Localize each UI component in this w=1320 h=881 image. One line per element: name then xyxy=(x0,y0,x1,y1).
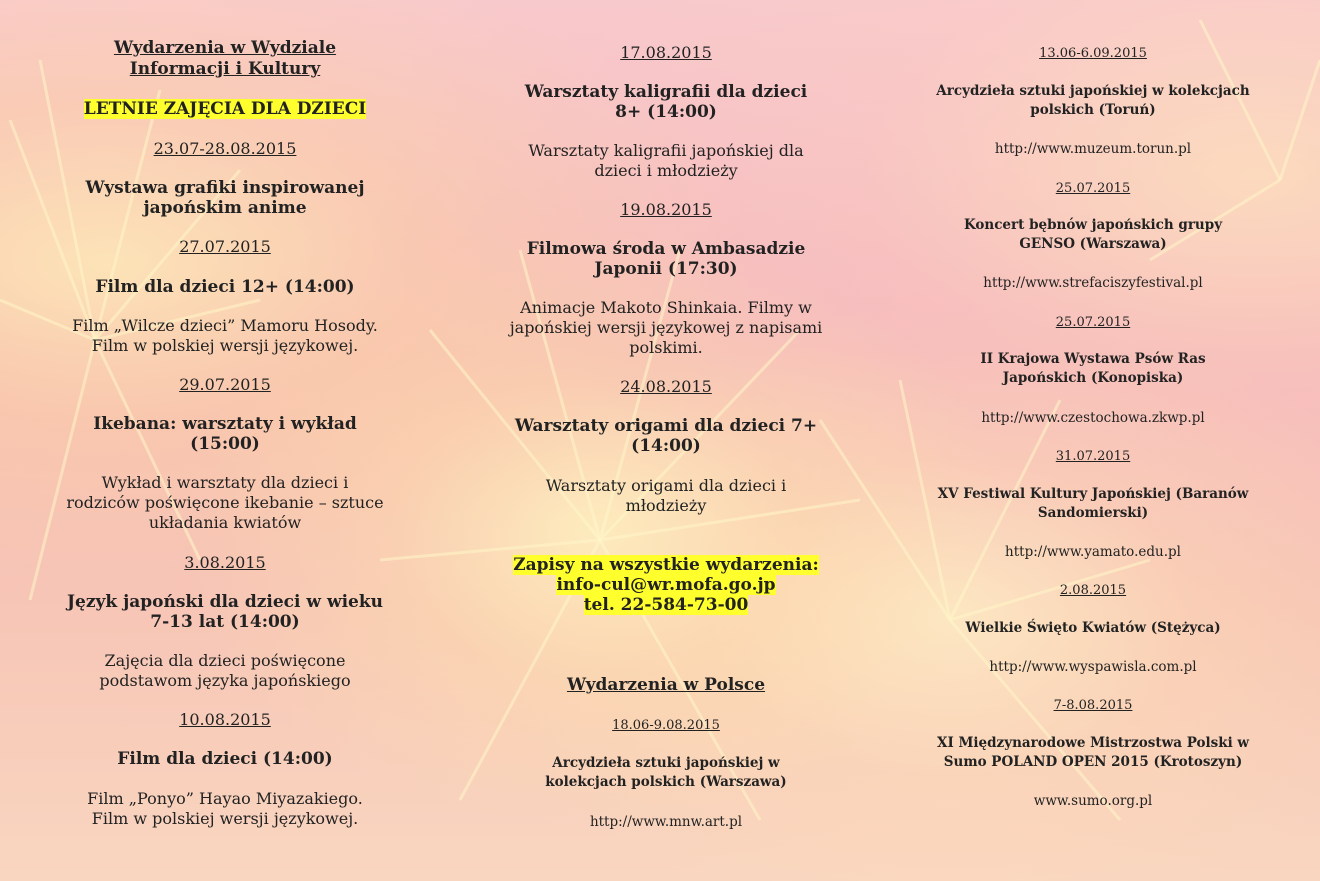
event-date: 3.08.2015 xyxy=(184,553,266,572)
event-title: Wystawa grafiki inspirowanej japońskim anime xyxy=(85,178,365,218)
event-title: Ikebana: warsztaty i wykład (15:00) xyxy=(93,414,357,454)
event-date: 31.07.2015 xyxy=(1055,449,1131,464)
section-title: Wydarzenia w Wydziale Informacji i Kultury xyxy=(113,38,337,79)
event-description: Warsztaty kaligrafii japońskiej dla dzieci i młodzieży xyxy=(528,141,804,180)
event-url[interactable]: http://www.wyspawisla.com.pl xyxy=(989,659,1197,675)
event-url[interactable]: http://www.czestochowa.zkwp.pl xyxy=(981,410,1205,426)
event-date: 24.08.2015 xyxy=(620,377,712,396)
event-description: Zajęcia dla dzieci poświęcone podstawom języka japońskiego xyxy=(99,651,351,690)
event-url[interactable]: www.sumo.org.pl xyxy=(1033,793,1153,809)
event-url[interactable]: http://www.yamato.edu.pl xyxy=(1005,544,1181,560)
event-title: Film dla dzieci 12+ (14:00) xyxy=(95,277,355,297)
event-title: Arcydzieła sztuki japońskiej w kolekcjach polskich (Warszawa) xyxy=(545,755,787,790)
event-url[interactable]: http://www.mnw.art.pl xyxy=(589,814,743,830)
event-description: Film „Wilcze dzieci” Mamoru Hosody. Film w polskiej wersji językowej. xyxy=(72,316,378,355)
event-date: 25.07.2015 xyxy=(1055,315,1131,330)
poland-section-title: Wydarzenia w Polsce xyxy=(566,675,766,695)
event-title: Warsztaty kaligrafii dla dzieci 8+ (14:00) xyxy=(524,82,808,122)
subheader: LETNIE ZAJĘCIA DLA DZIECI xyxy=(83,99,367,119)
event-title: II Krajowa Wystawa Psów Ras Japońskich (Konopiska) xyxy=(980,351,1206,386)
event-url[interactable]: http://www.muzeum.torun.pl xyxy=(994,141,1192,157)
signup-email: info-cul@wr.mofa.go.jp xyxy=(556,575,776,595)
event-title: Język japoński dla dzieci w wieku 7-13 lat (14:00) xyxy=(67,592,383,632)
event-date: 10.08.2015 xyxy=(179,710,271,729)
event-date: 2.08.2015 xyxy=(1059,583,1127,598)
event-date: 23.07-28.08.2015 xyxy=(153,139,297,158)
event-date: 7-8.08.2015 xyxy=(1053,698,1133,713)
event-date: 18.06-9.08.2015 xyxy=(612,718,720,733)
event-title: Filmowa środa w Ambasadzie Japonii (17:30) xyxy=(526,239,806,279)
event-url[interactable]: http://www.strefaciszyfestival.pl xyxy=(983,275,1203,291)
event-title: Film dla dzieci (14:00) xyxy=(117,749,333,769)
event-description: Film „Ponyo” Hayao Miyazakiego. Film w polskiej wersji językowej. xyxy=(87,789,363,828)
event-title: Warsztaty origami dla dzieci 7+ (14:00) xyxy=(514,416,818,456)
event-description: Animacje Makoto Shinkaia. Filmy w japońskiej wersji językowej z napisami polskimi. xyxy=(509,298,823,357)
event-date: 13.06-6.09.2015 xyxy=(1039,46,1147,61)
event-date: 27.07.2015 xyxy=(179,237,271,256)
signup-info: Zapisy na wszystkie wydarzenia: info-cul@wr.mofa.go.jp tel. 22-584-73-00 xyxy=(513,555,819,615)
event-date: 17.08.2015 xyxy=(620,43,712,62)
event-date: 29.07.2015 xyxy=(179,375,271,394)
event-date: 25.07.2015 xyxy=(1055,181,1131,196)
event-title: Koncert bębnów japońskich grupy GENSO (Warszawa) xyxy=(963,217,1223,252)
event-title: Wielkie Święto Kwiatów (Stężyca) xyxy=(965,620,1221,636)
event-title: Arcydzieła sztuki japońskiej w kolekcjach polskich (Toruń) xyxy=(936,83,1250,118)
event-description: Warsztaty origami dla dzieci i młodzieży xyxy=(545,476,787,515)
event-title: XI Międzynarodowe Mistrzostwa Polski w Sumo POLAND OPEN 2015 (Krotoszyn) xyxy=(936,735,1250,770)
event-description: Wykład i warsztaty dla dzieci i rodziców poświęcone ikebanie – sztuce układania kwiatów xyxy=(66,473,384,532)
event-date: 19.08.2015 xyxy=(620,200,712,219)
event-title: XV Festiwal Kultury Japońskiej (Baranów Sandomierski) xyxy=(937,486,1249,521)
signup-phone: tel. 22-584-73-00 xyxy=(583,595,749,615)
